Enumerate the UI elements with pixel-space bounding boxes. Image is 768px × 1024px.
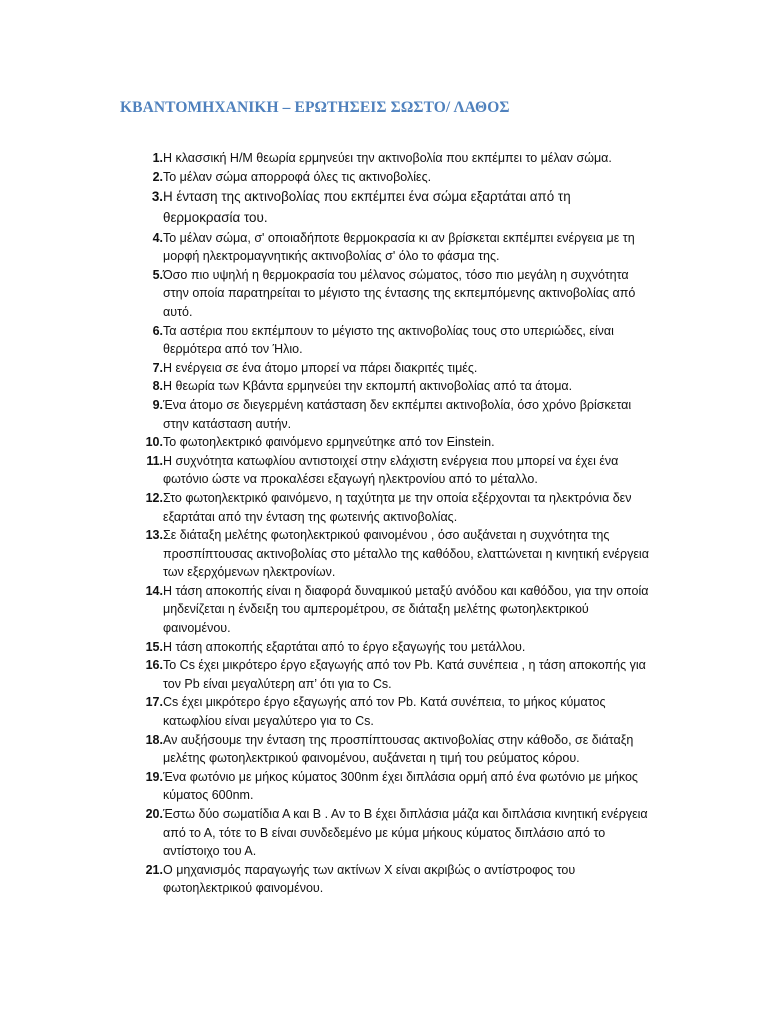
item-number-label: 12. [145, 490, 163, 505]
list-item [120, 359, 650, 378]
item-number-label: 20. [145, 807, 163, 821]
list-item [120, 582, 650, 638]
item-statement: Το Cs έχει μικρότερο έργο εξαγωγής από τον Pb. Κατά συνέπεια , η τάση αποκοπής για τον Pb είναι μεγαλύτερη απ’ ότι για το Cs. [163, 658, 646, 691]
list-item [120, 638, 650, 657]
item-number [120, 168, 163, 187]
item-number [120, 229, 163, 266]
item-statement: Σε διάταξη μελέτης φωτοηλεκτρικού φαινομένου , όσο αυξάνεται η συχνότητα της προσπίπτουσας ακτινοβολίας στο μέταλλο της καθόδου, ελαττώνεται η κινητική ενέργεια των εξερχόμενων ηλεκτρονίων. [163, 528, 649, 580]
item-statement: Ένα φωτόνιο με μήκος κύματος 300nm έχει διπλάσια ορμή από ένα φωτόνιο με μήκος κύματος 600nm. [163, 769, 638, 803]
item-number [120, 526, 163, 582]
item-number-label: 19. [145, 769, 163, 784]
item-number-label: 18. [145, 732, 163, 747]
list-item [120, 656, 650, 693]
item-number [120, 322, 163, 359]
item-number [120, 768, 163, 805]
item-number [120, 638, 163, 657]
item-statement: Η τάση αποκοπής είναι η διαφορά δυναμικού μεταξύ ανόδου και καθόδου, για την οποία μηδενίζεται η ένδειξη του αμπερομέτρου, σε διάταξη μελέτης φωτοηλεκτρικού φαινομένου. [163, 583, 649, 636]
item-statement: Ο μηχανισμός παραγωγής των ακτίνων Χ είναι ακριβώς ο αντίστροφος του φωτοηλεκτρικού φαινομένου. [163, 862, 576, 896]
item-number-label: 10. [145, 435, 163, 450]
item-number-label: 7. [152, 360, 163, 375]
list-item [120, 149, 650, 168]
list-item [120, 396, 650, 433]
item-number [120, 433, 163, 452]
item-number-label: 4. [152, 230, 163, 245]
item-statement: Η συχνότητα κατωφλίου αντιστοιχεί στην ελάχιστη ενέργεια που μπορεί να έχει ένα φωτόνιο ώστε να προκαλέσει εξαγωγή ηλεκτρονίου από το μέταλλο. [163, 453, 619, 487]
item-number-label: 8. [152, 379, 163, 394]
item-statement: Η ενέργεια σε ένα άτομο μπορεί να πάρει διακριτές τιμές. [163, 360, 478, 375]
list-item [120, 861, 650, 898]
item-statement: Έστω δύο σωματίδια Α και Β . Αν το Β έχει διπλάσια μάζα και διπλάσια κινητική ενέργεια από το Α, τότε το Β είναι συνδεδεμένο με κύμα μήκους κύματος διπλάσιο από το αντίστοιχο του Α. [163, 807, 648, 859]
list-item [120, 322, 650, 359]
item-statement: Το φωτοηλεκτρικό φαινόμενο ερμηνεύτηκε από τον Einstein. [163, 435, 495, 450]
item-statement: Cs έχει μικρότερο έργο εξαγωγής από τον Pb. Κατά συνέπεια, το μήκος κύματος κατωφλίου είναι μεγαλύτερο για το Cs. [163, 695, 606, 729]
item-number-label: 17. [145, 695, 163, 710]
item-statement: Η ένταση της ακτινοβολίας που εκπέμπει ένα σώμα εξαρτάται από τη θερμοκρασία του. [163, 189, 571, 226]
question-list [120, 149, 650, 898]
item-statement: Στο φωτοηλεκτρικό φαινόμενο, η ταχύτητα με την οποία εξέρχονται τα ηλεκτρόνια δεν εξαρτάται από την ένταση της φωτεινής ακτινοβολίας. [163, 490, 632, 524]
item-statement: Το μέλαν σώμα απορροφά όλες τις ακτινοβολίες. [163, 169, 432, 184]
item-number-label: 15. [145, 639, 163, 654]
item-number-label: 13. [145, 528, 163, 543]
item-statement: Ένα άτομο σε διεγερμένη κατάσταση δεν εκπέμπει ακτινοβολία, όσο χρόνο βρίσκεται στην κατάσταση αυτήν. [163, 397, 632, 431]
item-number [120, 149, 163, 168]
item-statement: Αν αυξήσουμε την ένταση της προσπίπτουσας ακτινοβολίας στην κάθοδο, σε διάταξη μελέτης φωτοηλεκτρικού φαινομένου, αυξάνεται η τιμή του ρεύματος κόρου. [163, 732, 634, 766]
item-number [120, 582, 163, 638]
item-number [120, 731, 163, 768]
list-item [120, 377, 650, 396]
document-title: ΚΒΑΝΤΟΜΗΧΑΝΙΚΗ – ΕΡΩΤΗΣΕΙΣ ΣΩΣΤΟ/ ΛΑΘΟΣ [120, 99, 510, 116]
item-statement: Η τάση αποκοπής εξαρτάται από το έργο εξαγωγής του μετάλλου. [163, 639, 526, 654]
item-number-label: 16. [145, 658, 163, 673]
item-number [120, 861, 163, 898]
list-item [120, 168, 650, 187]
item-statement: Η κλασσική Η/Μ θεωρία ερμηνεύει την ακτινοβολία που εκπέμπει το μέλαν σώμα. [163, 151, 612, 165]
item-number-label: 5. [152, 267, 163, 282]
item-number [120, 266, 163, 322]
item-number [120, 656, 163, 693]
item-number [120, 377, 163, 396]
list-item [120, 229, 650, 266]
item-number-label: 3. [151, 189, 163, 205]
item-number-label: 21. [145, 862, 163, 877]
item-number-label: 6. [152, 323, 163, 338]
item-number [120, 396, 163, 433]
list-item [120, 433, 650, 452]
item-number [120, 452, 163, 489]
list-item [120, 805, 650, 861]
list-item [120, 731, 650, 768]
item-statement: Το μέλαν σώμα, σ' οποιαδήποτε θερμοκρασία κι αν βρίσκεται εκπέμπει ενέργεια με τη μορφή ηλεκτρομαγνητικής ακτινοβολίας σ' όλο το φάσμα της. [163, 230, 635, 264]
item-number-label: 14. [145, 583, 163, 598]
list-item [120, 489, 650, 526]
item-number-label: 2. [152, 169, 163, 184]
item-number-label: 9. [152, 397, 163, 412]
item-number-label: 11. [146, 453, 163, 468]
item-statement: Η θεωρία των Κβάντα ερμηνεύει την εκπομπή ακτινοβολίας από τα άτομα. [163, 379, 573, 394]
item-number-label: 1. [152, 151, 163, 165]
list-item [120, 768, 650, 805]
item-statement: Τα αστέρια που εκπέμπουν το μέγιστο της ακτινοβολίας τους στο υπεριώδες, είναι θερμότερα από τον Ήλιο. [163, 323, 614, 357]
item-number [120, 805, 163, 861]
list-item [120, 186, 650, 228]
item-number [120, 359, 163, 378]
item-statement: Όσο πιο υψηλή η θερμοκρασία του μέλανος σώματος, τόσο πιο μεγάλη η συχνότητα στην οποία παρατηρείται το μέγιστο της έντασης της εκπεμπόμενης ακτινοβολίας από αυτό. [163, 267, 636, 319]
item-number [120, 693, 163, 730]
list-item [120, 266, 650, 322]
list-item [120, 452, 650, 489]
list-item [120, 693, 650, 730]
item-number [120, 489, 163, 526]
item-number [120, 186, 163, 228]
list-item [120, 526, 650, 582]
